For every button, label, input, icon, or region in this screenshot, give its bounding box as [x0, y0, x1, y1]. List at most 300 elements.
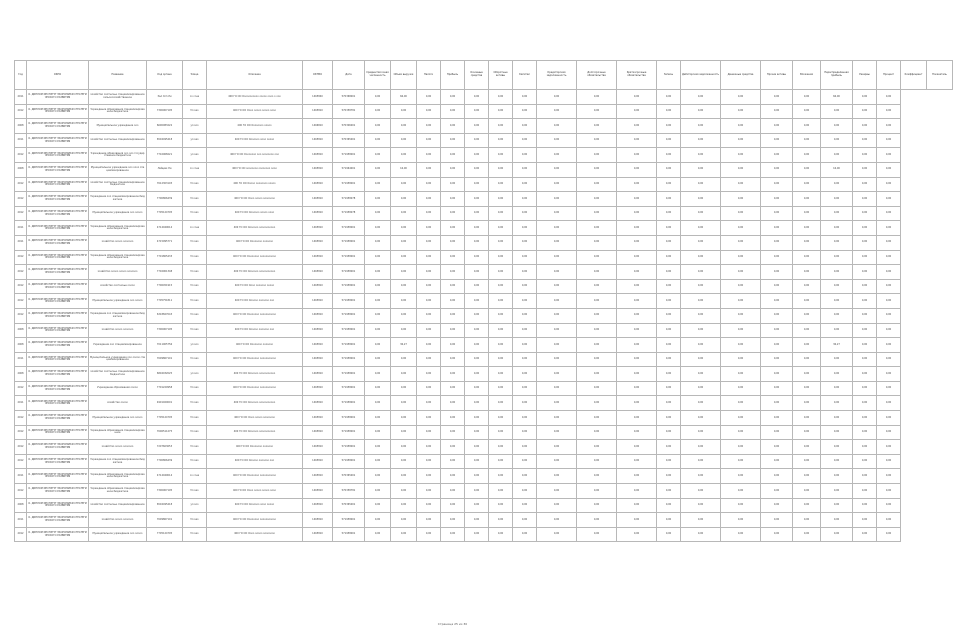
table-cell: 571958001 — [333, 352, 365, 367]
table-cell: 0,00 — [877, 104, 901, 119]
table-cell: Ул оао — [183, 381, 207, 396]
table-cell: 0,00 — [489, 440, 513, 455]
table-cell: 0,00 — [417, 265, 441, 280]
table-cell: 1465810 — [303, 498, 333, 513]
table-cell: 0,00 — [465, 469, 489, 484]
table-cell: 0,00 — [657, 352, 681, 367]
table-cell: 0,00 — [465, 148, 489, 163]
table-cell: 0,00 — [617, 192, 657, 207]
table-cell: 1465810 — [303, 411, 333, 426]
table-cell: 0,00 — [877, 367, 901, 382]
table-cell: 0,00 — [489, 265, 513, 280]
table-cell: 0,00 — [577, 396, 617, 411]
table-cell: 0,00 — [657, 177, 681, 192]
table-cell: Ул оао — [183, 425, 207, 440]
table-cell: 0,00 — [877, 148, 901, 163]
table-cell: 0,00 — [793, 338, 821, 353]
table-cell: 0,00 — [617, 352, 657, 367]
table-cell: 0,00 — [793, 119, 821, 134]
table-row — [15, 235, 953, 250]
table-cell: 571958001 — [333, 308, 365, 323]
table-cell: 0,00 — [657, 498, 681, 513]
column-header: Денежные средства — [721, 61, 761, 90]
table-cell: О. ДИПЛОМ ИНСТИТУТ ЭКОНОМИКИ СТРАТЕГИЧЕСКОГО РАЗВИТИЯ — [27, 367, 89, 382]
table-cell: 0,00 — [513, 425, 537, 440]
table-cell: 0,00 — [489, 454, 513, 469]
table-cell: 0,00 — [657, 148, 681, 163]
table-cell: 2012 — [15, 265, 27, 280]
table-cell: 7706451915 — [147, 279, 183, 294]
table-cell: 0,00 — [441, 279, 465, 294]
table-cell: ул оао — [183, 148, 207, 163]
table-cell: 7705751811 — [147, 294, 183, 309]
table-cell: 400 ГО ОО Оооооооо ооооооооооо — [207, 308, 303, 323]
table-cell: О. ДИПЛОМ ИНСТИТУТ ЭКОНОМИКИ СТРАТЕГИЧЕСКОГО РАЗВИТИЯ — [27, 352, 89, 367]
table-cell: 0,00 — [513, 352, 537, 367]
table-cell: 1465810 — [303, 425, 333, 440]
table-cell: 0,00 — [853, 396, 877, 411]
table-cell: 0,00 — [441, 192, 465, 207]
table-cell: 0,00 — [391, 177, 417, 192]
table-cell: 0,00 — [537, 484, 577, 499]
table-cell: 0,00 — [793, 177, 821, 192]
table-cell: 0,00 — [441, 396, 465, 411]
table-cell: 0,00 — [657, 323, 681, 338]
table-cell: Ул оао — [183, 206, 207, 221]
table-cell: 7207603653 — [147, 440, 183, 455]
table-cell: 0,00 — [877, 338, 901, 353]
table-cell: 0,00 — [537, 454, 577, 469]
table-cell: 0,00 — [365, 338, 391, 353]
table-cell: 0,00 — [617, 425, 657, 440]
column-header: Улица — [183, 61, 207, 90]
table-cell: 0,00 — [537, 133, 577, 148]
table-row — [15, 294, 953, 309]
table-row — [15, 119, 953, 134]
table-cell: 0,00 — [537, 381, 577, 396]
table-cell: О. ДИПЛОМ ИНСТИТУТ ЭКОНОМИКИ СТРАТЕГИЧЕСКОГО РАЗВИТИЯ — [27, 454, 89, 469]
table-cell: 0,00 — [721, 454, 761, 469]
table-cell: 0,00 — [537, 192, 577, 207]
table-cell: 400 ГО ОО Оооо ооооооо ооооо — [207, 279, 303, 294]
table-cell: 0,00 — [657, 367, 681, 382]
table-cell: 1465810 — [303, 527, 333, 542]
table-cell: Ул оао — [183, 323, 207, 338]
table-cell: 0,00 — [721, 308, 761, 323]
table-cell: 400 ГО ОО Ооооооо ооооооооооо — [207, 367, 303, 382]
table-cell: 0,00 — [417, 235, 441, 250]
table-row — [15, 484, 953, 499]
column-header: Дебиторская задолженность — [681, 61, 721, 90]
table-cell: 1465810 — [303, 323, 333, 338]
table-cell: 0,00 — [617, 513, 657, 528]
table-cell: 7700806439 — [147, 454, 183, 469]
table-cell: 0,00 — [365, 440, 391, 455]
table-cell: 0,00 — [681, 265, 721, 280]
table-cell: 0,00 — [793, 454, 821, 469]
table-cell: 0,00 — [489, 513, 513, 528]
table-cell: 0,00 — [441, 411, 465, 426]
table-cell: 0,00 — [513, 469, 537, 484]
table-cell: 0,00 — [537, 90, 577, 105]
table-cell: 0,00 — [793, 192, 821, 207]
table-cell: 0,00 — [537, 119, 577, 134]
table-cell: 0,00 — [513, 279, 537, 294]
table-cell: 0,00 — [821, 527, 853, 542]
table-cell: 0,00 — [853, 148, 877, 163]
table-cell: Муниципальное учреждение ооо ооооо — [89, 206, 147, 221]
table-cell: 0,00 — [721, 250, 761, 265]
table-cell: 1465810 — [303, 352, 333, 367]
table-cell: 0,00 — [853, 250, 877, 265]
table-cell: 0,00 — [617, 469, 657, 484]
table-cell: 1465810 — [303, 206, 333, 221]
table-cell: 0,00 — [681, 381, 721, 396]
table-cell: 7300907195 — [147, 323, 183, 338]
table-cell: Ул оао — [183, 250, 207, 265]
table-cell: 0,00 — [513, 221, 537, 236]
table-cell: О. ДИПЛОМ ИНСТИТУТ ЭКОНОМИКИ СТРАТЕГИЧЕСКОГО РАЗВИТИЯ — [27, 440, 89, 455]
table-cell: 4901920001 — [147, 396, 183, 411]
table-cell: 0,00 — [365, 454, 391, 469]
table-cell: 0,00 — [721, 527, 761, 542]
table-cell: 0,00 — [537, 265, 577, 280]
table-cell: 0,00 — [365, 411, 391, 426]
table-cell: 7701805433 — [147, 250, 183, 265]
table-cell: 0,00 — [577, 192, 617, 207]
table-cell: 0,00 — [853, 104, 877, 119]
table-cell: 0,00 — [793, 250, 821, 265]
table-cell: 0,00 — [513, 133, 537, 148]
table-cell: 0,00 — [681, 119, 721, 134]
table-cell: 0,00 — [617, 206, 657, 221]
table-row — [15, 367, 953, 382]
table-cell: 0,00 — [617, 454, 657, 469]
table-cell: 7705124705 — [147, 411, 183, 426]
table-cell: 0,00 — [793, 469, 821, 484]
table-cell: 0,00 — [821, 440, 853, 455]
table-cell: 0,00 — [513, 513, 537, 528]
table-cell: 0,00 — [617, 323, 657, 338]
table-cell: Муниципальное учреждение ооо оооо специализированное — [89, 162, 147, 177]
table-cell: 0,00 — [489, 323, 513, 338]
table-cell: Муниципальное учреждение ооо ооооо — [89, 527, 147, 542]
table-cell: 0,00 — [489, 133, 513, 148]
table-cell: Учреждение образования специализированное — [89, 425, 147, 440]
table-cell: 0,00 — [465, 294, 489, 309]
table-cell: 0,00 — [877, 119, 901, 134]
table-cell: 1465810 — [303, 177, 333, 192]
table-cell: 0,00 — [441, 119, 465, 134]
table-cell: 0,00 — [617, 104, 657, 119]
table-cell: 0,00 — [821, 498, 853, 513]
table-cell: 0,00 — [537, 527, 577, 542]
table-cell: 0,00 — [391, 411, 417, 426]
table-cell: 2008 — [15, 323, 27, 338]
table-cell: 0,00 — [441, 206, 465, 221]
table-cell: 0,00 — [577, 90, 617, 105]
table-cell: 0,00 — [489, 381, 513, 396]
table-cell: 400 ГО ОО Ооооооо оооо ооооо — [207, 498, 303, 513]
table-cell: О. ДИПЛОМ ИНСТИТУТ ЭКОНОМИКИ СТРАТЕГИЧЕСКОГО РАЗВИТИЯ — [27, 469, 89, 484]
table-cell: 0,00 — [657, 192, 681, 207]
table-cell: 2012 — [15, 177, 27, 192]
table-cell: 0,00 — [617, 294, 657, 309]
table-cell: 0,00 — [489, 104, 513, 119]
table-cell: 571958001 — [333, 221, 365, 236]
table-cell: 0,00 — [657, 308, 681, 323]
table-cell: 0,00 — [365, 133, 391, 148]
table-cell: 400 ГО ОО Ооооооо ооооо оооо — [207, 206, 303, 221]
table-cell: 0,00 — [761, 221, 793, 236]
table-cell: 0,00 — [853, 527, 877, 542]
table-row — [15, 527, 953, 542]
table-cell: 0,00 — [877, 250, 901, 265]
table-cell: 0,00 — [441, 352, 465, 367]
table-cell: 0,00 — [513, 104, 537, 119]
table-cell: 0,00 — [391, 498, 417, 513]
table-cell: 0,00 — [681, 454, 721, 469]
table-cell: хозяйство ооооо ооооооо — [89, 513, 147, 528]
table-cell: 0,00 — [617, 148, 657, 163]
table-cell: 0,00 — [793, 162, 821, 177]
table-cell: 0,00 — [721, 425, 761, 440]
table-cell: 2012 — [15, 425, 27, 440]
table-cell: 400 ГО ОО Оооооооо ооооооооооо — [207, 469, 303, 484]
table-cell: 400 ГО ОО Ооооооооооо ооооо оооо о ооо — [207, 90, 303, 105]
table-row — [15, 192, 953, 207]
table-cell: 571958001 — [333, 250, 365, 265]
table-cell: О. ДИПЛОМ ИНСТИТУТ ЭКОНОМИКИ СТРАТЕГИЧЕСКОГО РАЗВИТИЯ — [27, 338, 89, 353]
table-cell: 0,00 — [537, 250, 577, 265]
table-cell: 0,00 — [417, 484, 441, 499]
table-cell: ул ооо — [183, 119, 207, 134]
table-cell: 0,00 — [441, 235, 465, 250]
table-cell: Ул оао — [183, 308, 207, 323]
table-cell: 0,00 — [417, 338, 441, 353]
table-cell: 0,00 — [853, 265, 877, 280]
table-cell: 1465810 — [303, 133, 333, 148]
table-cell: Учреждение ооо специализированное — [89, 338, 147, 353]
table-cell: 0,00 — [577, 177, 617, 192]
table-cell: 7612303193 — [147, 177, 183, 192]
table-cell: 0,00 — [681, 192, 721, 207]
table-cell: 0,00 — [793, 513, 821, 528]
table-cell: 0,00 — [681, 308, 721, 323]
table-cell: 0,00 — [391, 250, 417, 265]
column-header: Описание — [207, 61, 303, 90]
table-cell: хозяйство охотничье специализированное бюджетное — [89, 367, 147, 382]
table-cell: Муниципальное учреждение ооо ооооо — [89, 294, 147, 309]
table-cell: 571958001 — [333, 235, 365, 250]
table-cell: 0,00 — [793, 527, 821, 542]
table-cell: О. ДИПЛОМ ИНСТИТУТ ЭКОНОМИКИ СТРАТЕГИЧЕСКОГО РАЗВИТИЯ — [27, 411, 89, 426]
table-cell: 66,00 — [821, 90, 853, 105]
table-cell: 0,00 — [681, 367, 721, 382]
table-cell: 7705124705 — [147, 206, 183, 221]
table-cell: 0,00 — [681, 148, 721, 163]
column-header: Капитал — [513, 61, 537, 90]
table-cell: 2012 — [15, 294, 27, 309]
table-row — [15, 206, 953, 221]
table-cell: О. ДИПЛОМ ИНСТИТУТ ЭКОНОМИКИ СТРАТЕГИЧЕСКОГО РАЗВИТИЯ — [27, 381, 89, 396]
column-header: Кредиторская задолженность — [537, 61, 577, 90]
table-cell: 1465810 — [303, 294, 333, 309]
table-cell: 0,00 — [417, 411, 441, 426]
table-cell: 400 ГО ОО Ооооооо ооооооооооо — [207, 425, 303, 440]
table-cell: 7716968221 — [147, 148, 183, 163]
column-header: Дата — [333, 61, 365, 90]
table-cell: О. ДИПЛОМ ИНСТИТУТ ЭКОНОМИКИ СТРАТЕГИЧЕСКОГО РАЗВИТИЯ — [27, 484, 89, 499]
table-cell: 0,00 — [417, 513, 441, 528]
table-cell: 0,00 — [417, 90, 441, 105]
table-cell: 571958001 — [333, 279, 365, 294]
table-cell: 570365001 — [333, 498, 365, 513]
table-row — [15, 162, 953, 177]
table-cell: 0,00 — [417, 440, 441, 455]
table-cell: 0,00 — [853, 308, 877, 323]
table-cell: 0,00 — [417, 454, 441, 469]
table-cell: 0,00 — [761, 411, 793, 426]
table-cell: 0,00 — [441, 323, 465, 338]
table-cell: 0,00 — [537, 308, 577, 323]
table-cell: 0,00 — [365, 279, 391, 294]
table-cell: 0,00 — [513, 484, 537, 499]
table-cell: 0,00 — [391, 323, 417, 338]
table-cell: 0,00 — [681, 90, 721, 105]
table-cell: 2011 — [15, 133, 27, 148]
table-cell: 0,00 — [391, 367, 417, 382]
table-cell: 0,00 — [577, 367, 617, 382]
table-cell: 0,00 — [821, 250, 853, 265]
table-cell: 0,00 — [465, 104, 489, 119]
table-cell: 0,00 — [657, 90, 681, 105]
table-cell: 0,00 — [441, 367, 465, 382]
table-cell: 0,00 — [391, 440, 417, 455]
table-cell: 570358781 — [333, 484, 365, 499]
table-cell: 2008 — [15, 367, 27, 382]
table-cell: хозяйство ооооо — [89, 396, 147, 411]
table-cell: 0,00 — [465, 454, 489, 469]
table-cell: 0,00 — [577, 221, 617, 236]
table-cell: 2012 — [15, 440, 27, 455]
table-cell: 0,00 — [577, 148, 617, 163]
table-cell: 0,00 — [877, 527, 901, 542]
table-cell: 0,00 — [793, 235, 821, 250]
table-cell: 0,00 — [577, 279, 617, 294]
table-cell: 0,00 — [877, 162, 901, 177]
table-cell: 0,00 — [821, 235, 853, 250]
table-cell: 0,00 — [365, 265, 391, 280]
table-cell: 0,00 — [721, 162, 761, 177]
table-cell: 4714049014 — [147, 221, 183, 236]
table-cell: 571958001 — [333, 294, 365, 309]
table-cell: 571958001 — [333, 338, 365, 353]
table-cell: 7300907195 — [147, 104, 183, 119]
table-cell: Ул оао — [183, 396, 207, 411]
table-cell: 0,00 — [513, 454, 537, 469]
table-cell: 0,00 — [721, 440, 761, 455]
table-cell: 0,00 — [577, 338, 617, 353]
table-cell: 0,00 — [365, 192, 391, 207]
table-cell: 0,00 — [417, 221, 441, 236]
table-cell: 0,00 — [821, 308, 853, 323]
table-cell: 0,00 — [681, 411, 721, 426]
table-cell: 0,00 — [877, 308, 901, 323]
table-cell: 0,00 — [761, 425, 793, 440]
table-cell: 0,00 — [617, 411, 657, 426]
table-cell: 0,00 — [417, 206, 441, 221]
table-cell: 0,00 — [391, 454, 417, 469]
table-cell: 0,00 — [721, 104, 761, 119]
table-cell: 0,00 — [877, 498, 901, 513]
table-cell: 6600083222 — [147, 119, 183, 134]
table-cell: 0,00 — [853, 367, 877, 382]
column-header: Год — [15, 61, 27, 90]
table-cell: 0,00 — [877, 279, 901, 294]
table-cell: 0,00 — [417, 367, 441, 382]
column-header: Оборотные активы — [489, 61, 513, 90]
table-cell: 0,00 — [681, 440, 721, 455]
table-cell: 0,00 — [417, 469, 441, 484]
table-cell: 0,00 — [417, 396, 441, 411]
table-cell: 6318827043 — [147, 308, 183, 323]
table-row — [15, 133, 953, 148]
table-cell: 0,00 — [681, 323, 721, 338]
table-cell: 0,00 — [761, 308, 793, 323]
table-cell: 571958001 — [333, 177, 365, 192]
table-cell: 0,00 — [537, 352, 577, 367]
table-cell: 1465810 — [303, 192, 333, 207]
table-cell: 0,00 — [577, 440, 617, 455]
table-cell: 570358781 — [333, 104, 365, 119]
table-cell: 0,00 — [853, 90, 877, 105]
table-cell: 0,00 — [513, 148, 537, 163]
table-cell: 0,00 — [657, 527, 681, 542]
table-cell: 0,00 — [657, 294, 681, 309]
table-cell: Ул оао — [183, 192, 207, 207]
table-cell: 0,00 — [617, 396, 657, 411]
table-cell: 0,00 — [513, 162, 537, 177]
table-cell: 0,00 — [793, 323, 821, 338]
table-cell: 0,00 — [391, 148, 417, 163]
table-cell: 0,00 — [465, 279, 489, 294]
table-cell: Ул оао — [183, 104, 207, 119]
table-cell: 0,00 — [365, 235, 391, 250]
table-cell: О. ДИПЛОМ ИНСТИТУТ ЭКОНОМИКИ СТРАТЕГИЧЕСКОГО РАЗВИТИЯ — [27, 162, 89, 177]
table-cell: 0,00 — [465, 221, 489, 236]
table-cell: 0,00 — [721, 90, 761, 105]
table-cell: Ул оао — [183, 294, 207, 309]
table-cell: 0,00 — [793, 440, 821, 455]
table-cell: 0,00 — [761, 396, 793, 411]
table-cell: 0,00 — [721, 192, 761, 207]
table-cell: 0,00 — [721, 294, 761, 309]
table-cell: 0,00 — [577, 527, 617, 542]
table-cell: О. ДИПЛОМ ИНСТИТУТ ЭКОНОМИКИ СТРАТЕГИЧЕСКОГО РАЗВИТИЯ — [27, 396, 89, 411]
table-cell: 0,00 — [391, 119, 417, 134]
table-cell: 0,00 — [761, 513, 793, 528]
table-cell: 0,00 — [513, 206, 537, 221]
table-cell: 400 ГО ОО Оооооо ооооооо ооо — [207, 323, 303, 338]
table-cell: 0,00 — [877, 440, 901, 455]
table-cell: 0,00 — [853, 381, 877, 396]
table-cell: Учреждение образования специализированное бюджетное — [89, 250, 147, 265]
table-cell: 0,00 — [821, 133, 853, 148]
table-cell: 0,00 — [853, 177, 877, 192]
table-cell: 0,00 — [793, 133, 821, 148]
table-cell: 0,00 — [681, 235, 721, 250]
